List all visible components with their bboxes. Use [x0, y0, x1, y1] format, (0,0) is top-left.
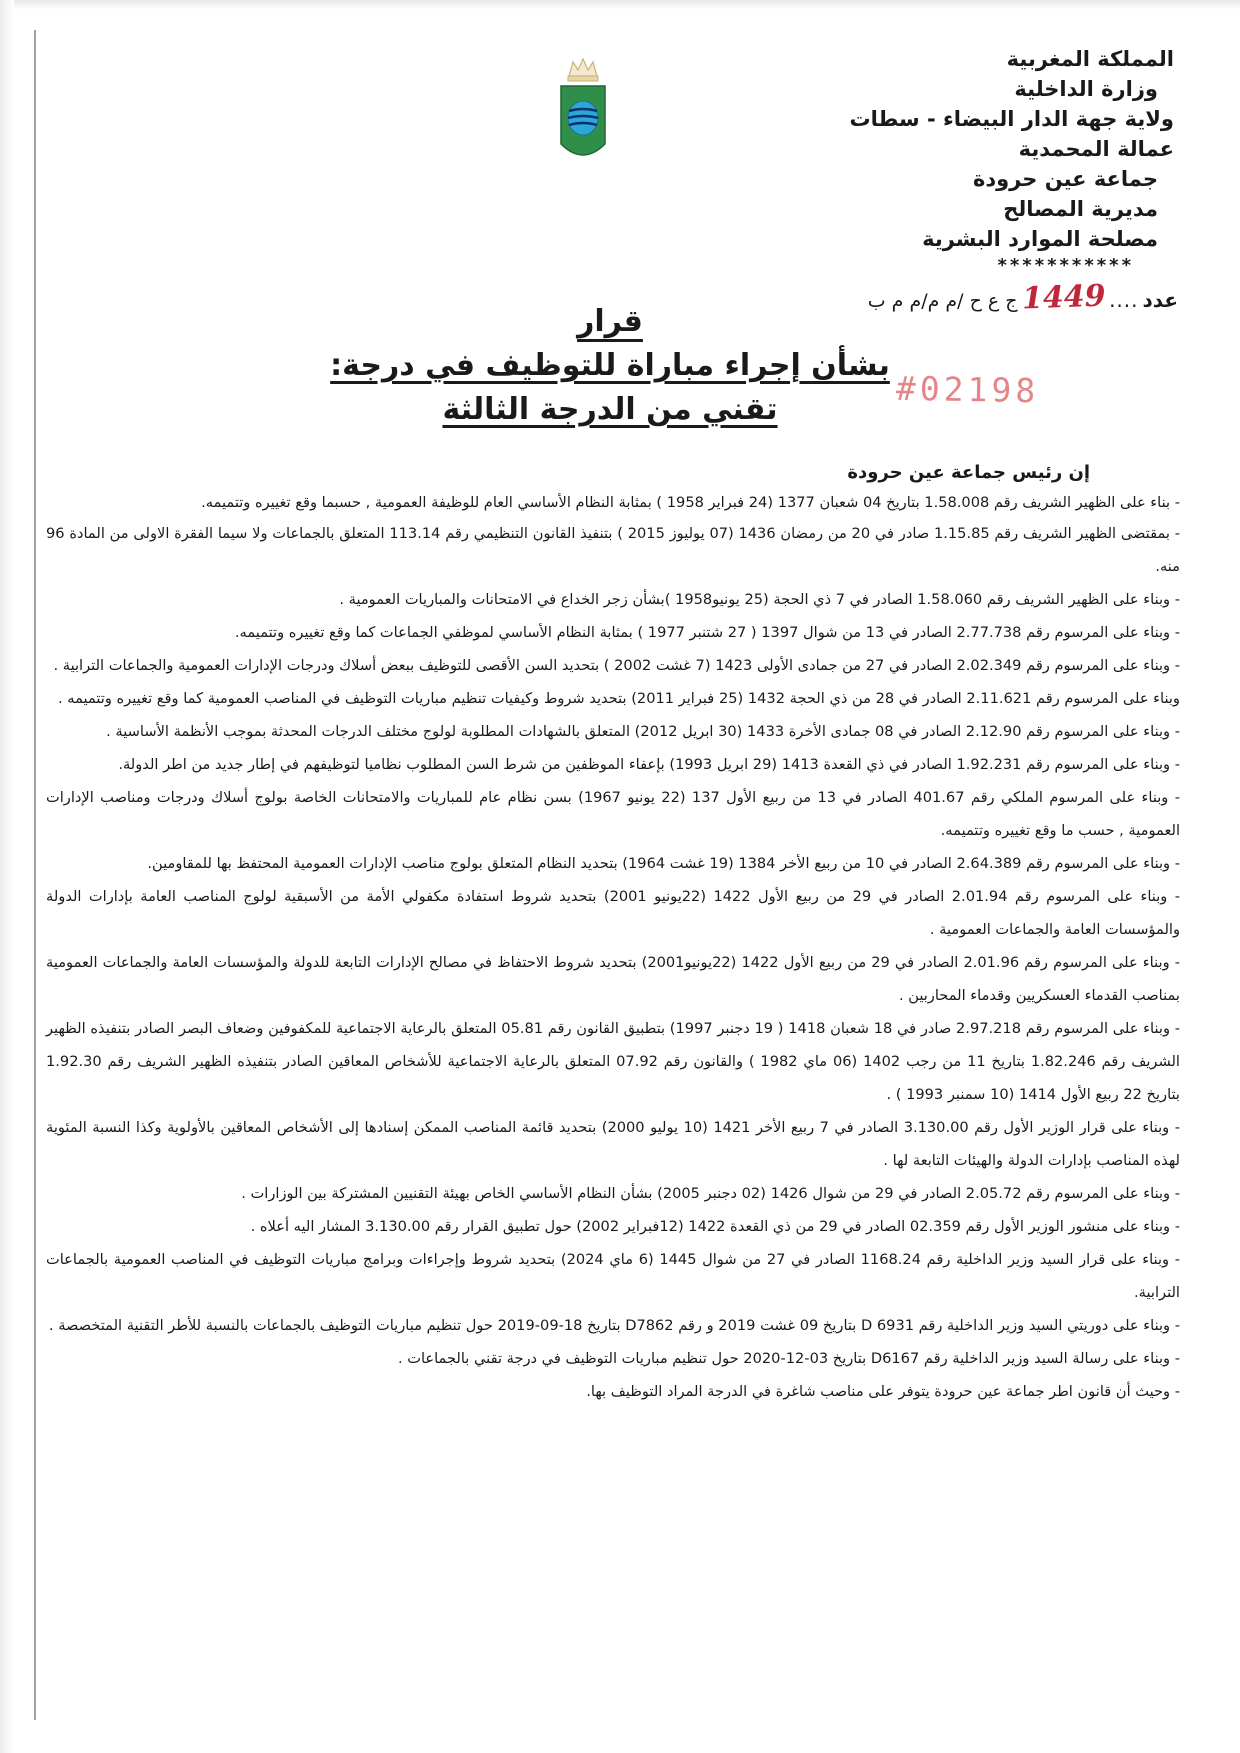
clause-item: - وبناء على المرسوم رقم 2.05.72 الصادر في 29 من شوال 1426 (02 دجنبر 2005) بشأن النظام الأساسي الخاص بهيئة التقنيين المشتركة بين الوزارات .: [241, 1185, 1180, 1202]
clause-item: - وبناء على المرسوم رقم 2.64.389 الصادر في 10 من ربيع الأخر 1384 (19 غشت 1964) بتحديد النظام المتعلق بولوج مناصب الإدارات العمومية المحتفظ بها للمقاومين.: [147, 855, 1180, 872]
clause-item: - وبناء على الظهير الشريف رقم 1.58.060 الصادر في 7 ذي الحجة (25 يونيو1958 )بشأن زجر الخداع في الامتحانات والمباريات العمومية .: [339, 591, 1180, 608]
separator-stars: ***********: [997, 255, 1134, 276]
clause-item: - بناء على الظهير الشريف رقم 1.58.008 بتاريخ 04 شعبان 1377 (24 فبراير 1958 ) بمثابة النظام الأساسي العام للوظيفة العمومية , حسبما وقع تغييره وتتميمه.: [201, 494, 1180, 511]
title-subject: بشأن إجراء مباراة للتوظيف في درجة:: [330, 348, 890, 383]
left-margin-rule: [34, 30, 36, 1720]
clause-item: - وبناء على المرسوم رقم 1.92.231 الصادر في ذي القعدة 1413 (29 ابريل 1993) بإعفاء الموظفين من شرط السن المطلوب نظاميا لتوظيفهم في إطار جديد من اطر الدولة.: [118, 756, 1180, 773]
clause-item: - وبناء على دوريتي السيد وزير الداخلية رقم D 6931 بتاريخ 09 غشت 2019 و رقم D7862 بتاريخ 18-09-2019 حول تنظيم مباريات التوظيف بالجماعات بالنسبة للأطر التقنية المتخصصة .: [48, 1317, 1180, 1334]
clause-item: - بمقتضى الظهير الشريف رقم 1.15.85 صادر في 20 من رمضان 1436 (07 يوليوز 2015 ) بتنفيذ القانون التنظيمي رقم 113.14 المتعلق بالجماعات ولا سيما الفقرة الاولى من المادة 96 منه.: [46, 525, 1180, 575]
clause-item: - وبناء على قرار الوزير الأول رقم 3.130.00 الصادر في 7 ربيع الأخر 1421 (10 يوليو 2000) بتحديد قائمة المناصب الممكن إسنادها إلى الأشخاص المعاقين بالأولوية وكذا النسبة المئوية لهذه المناصب بإدارات الدولة والهيئات التابعة لها .: [46, 1119, 1180, 1169]
clause-item: - وبناء على قرار السيد وزير الداخلية رقم 1168.24 الصادر في 27 من شوال 1445 (6 ماي 2024) بتحديد شروط وإجراءات وبرامج مباريات التوظيف في المناصب العمومية بالجماعات الترابية.: [46, 1251, 1180, 1301]
clause-item: وبناء على المرسوم رقم 2.11.621 الصادر في 28 من ذي الحجة 1432 (25 فبراير 2011) بتحديد شروط وكيفيات تنظيم مباريات التوظيف في المناصب العمومية كما وقع تغييره وتتميمه .: [58, 690, 1180, 707]
clause-item: - وحيث أن قانون اطر جماعة عين حرودة يتوفر على مناصب شاغرة في الدرجة المراد التوظيف بها.: [586, 1383, 1180, 1400]
crown-icon: [568, 59, 598, 81]
administrative-header: [834, 44, 1174, 278]
scan-edge-top: [0, 0, 1240, 10]
service-line: مصلحة الموارد البشرية: [922, 227, 1158, 251]
clause-item: - وبناء على منشور الوزير الأول رقم 02.359 الصادر في 29 من ذي القعدة 1422 (12فبراير 2002) حول تطبيق القرار رقم 3.130.00 المشار اليه أعلاه .: [250, 1218, 1180, 1235]
commune-emblem-icon: [555, 56, 611, 168]
clause-item: - وبناء على المرسوم الملكي رقم 401.67 الصادر في 13 من ربيع الأول 137 (22 يونيو 1967) بسن نظام عام للمباريات والامتحانات الخاصة بولوج أسلاك ودرجات ومناصب الإدارات العمومية , حسب ما وقع تغييره وتتميمه.: [46, 789, 1180, 839]
title-word: قرار: [577, 304, 643, 339]
clause-item: - وبناء على المرسوم رقم 2.97.218 صادر في 18 شعبان 1418 ( 19 دجنبر 1997) بتطبيق القانون رقم 05.81 المتعلق بالرعاية الاجتماعية للمكفوفين وضعاف البصر الصادر بتنفيذه الظهير الشريف رقم 1.82.246 بتاريخ 11 من رجب 1402 (06 ماي 1982 ) والقانون رقم 07.92 المتعلق بالرعاية الاجتماعية للأشخاص المعاقين الصادر بتنفيذه الظهير الشريف رقم 1.92.30 بتاريخ 22 ربيع الأول 1414 (10 سمنبر 1993 ) .: [46, 1020, 1180, 1103]
reference-number-line: [868, 280, 1178, 315]
clause-item: - وبناء على المرسوم رقم 2.77.738 الصادر في 13 من شوال 1397 ( 27 شتنبر 1977 ) بمثابة النظام الأساسي لموظفي الجماعات كما وقع تغييره وتتميمه.: [234, 624, 1180, 641]
reference-dots: ....: [1109, 288, 1139, 312]
decision-body: [46, 458, 1180, 1408]
clause-item: - وبناء على المرسوم رقم 2.01.96 الصادر في 29 من ربيع الأول 1422 (22يونيو2001) بتحديد شروط الاحتفاظ في مصالح الإدارات التابعة للدولة والمؤسسات العامة والجماعات العمومية بمناصب القدماء العسكريين وقدماء المحاربين .: [46, 954, 1180, 1004]
clause-item: - وبناء على المرسوم رقم 2.01.94 الصادر في 29 من ربيع الأول 1422 (22يونيو 2001) بتحديد شروط استفادة مكفولي الأمة من الأسبقية لولوج المناصب العامة بإدارات الدولة والمؤسسات العامة والجماعات العمومية .: [46, 888, 1181, 938]
commune-line: جماعة عين حرودة: [972, 167, 1158, 191]
directorate-line: مديرية المصالح: [1003, 197, 1158, 221]
body-heading: إن رئيس جماعة عين حرودة: [847, 462, 1090, 483]
region-line: ولاية جهة الدار البيضاء - سطات: [849, 107, 1174, 131]
registration-stamp: #02198: [895, 368, 1040, 411]
clause-item: - وبناء على رسالة السيد وزير الداخلية رقم D6167 بتاريخ 03-12-2020 حول تنظيم مباريات التوظيف في درجة تقني بالجماعات .: [397, 1350, 1180, 1367]
ministry-line: وزارة الداخلية: [1014, 77, 1158, 101]
clause-item: - وبناء على المرسوم رقم 2.12.90 الصادر في 08 جمادى الأخرة 1433 (30 ابريل 2012) المتعلق بالشهادات المطلوبة لولوج مختلف الدرجات المحدثة بموجب الأنظمة الأساسية .: [106, 723, 1180, 740]
decision-title: [330, 300, 890, 432]
title-grade: تقني من الدرجة الثالثة: [442, 392, 778, 427]
handwritten-reference-number: 1449: [1020, 278, 1106, 317]
reference-label: عدد: [1142, 288, 1178, 312]
prefecture-line: عمالة المحمدية: [1018, 137, 1174, 161]
clause-item: - وبناء على المرسوم رقم 2.02.349 الصادر في 27 من جمادى الأولى 1423 (7 غشت 2002 ) بتحديد السن الأقصى للتوظيف ببعض أسلاك ودرجات الإدارات العمومية والجماعات الترابية .: [53, 657, 1180, 674]
scan-edge-left: [0, 0, 14, 1753]
reference-suffix: ج ع ح /م م/م م ب: [867, 290, 1018, 312]
kingdom-line: المملكة المغربية: [1006, 47, 1174, 71]
